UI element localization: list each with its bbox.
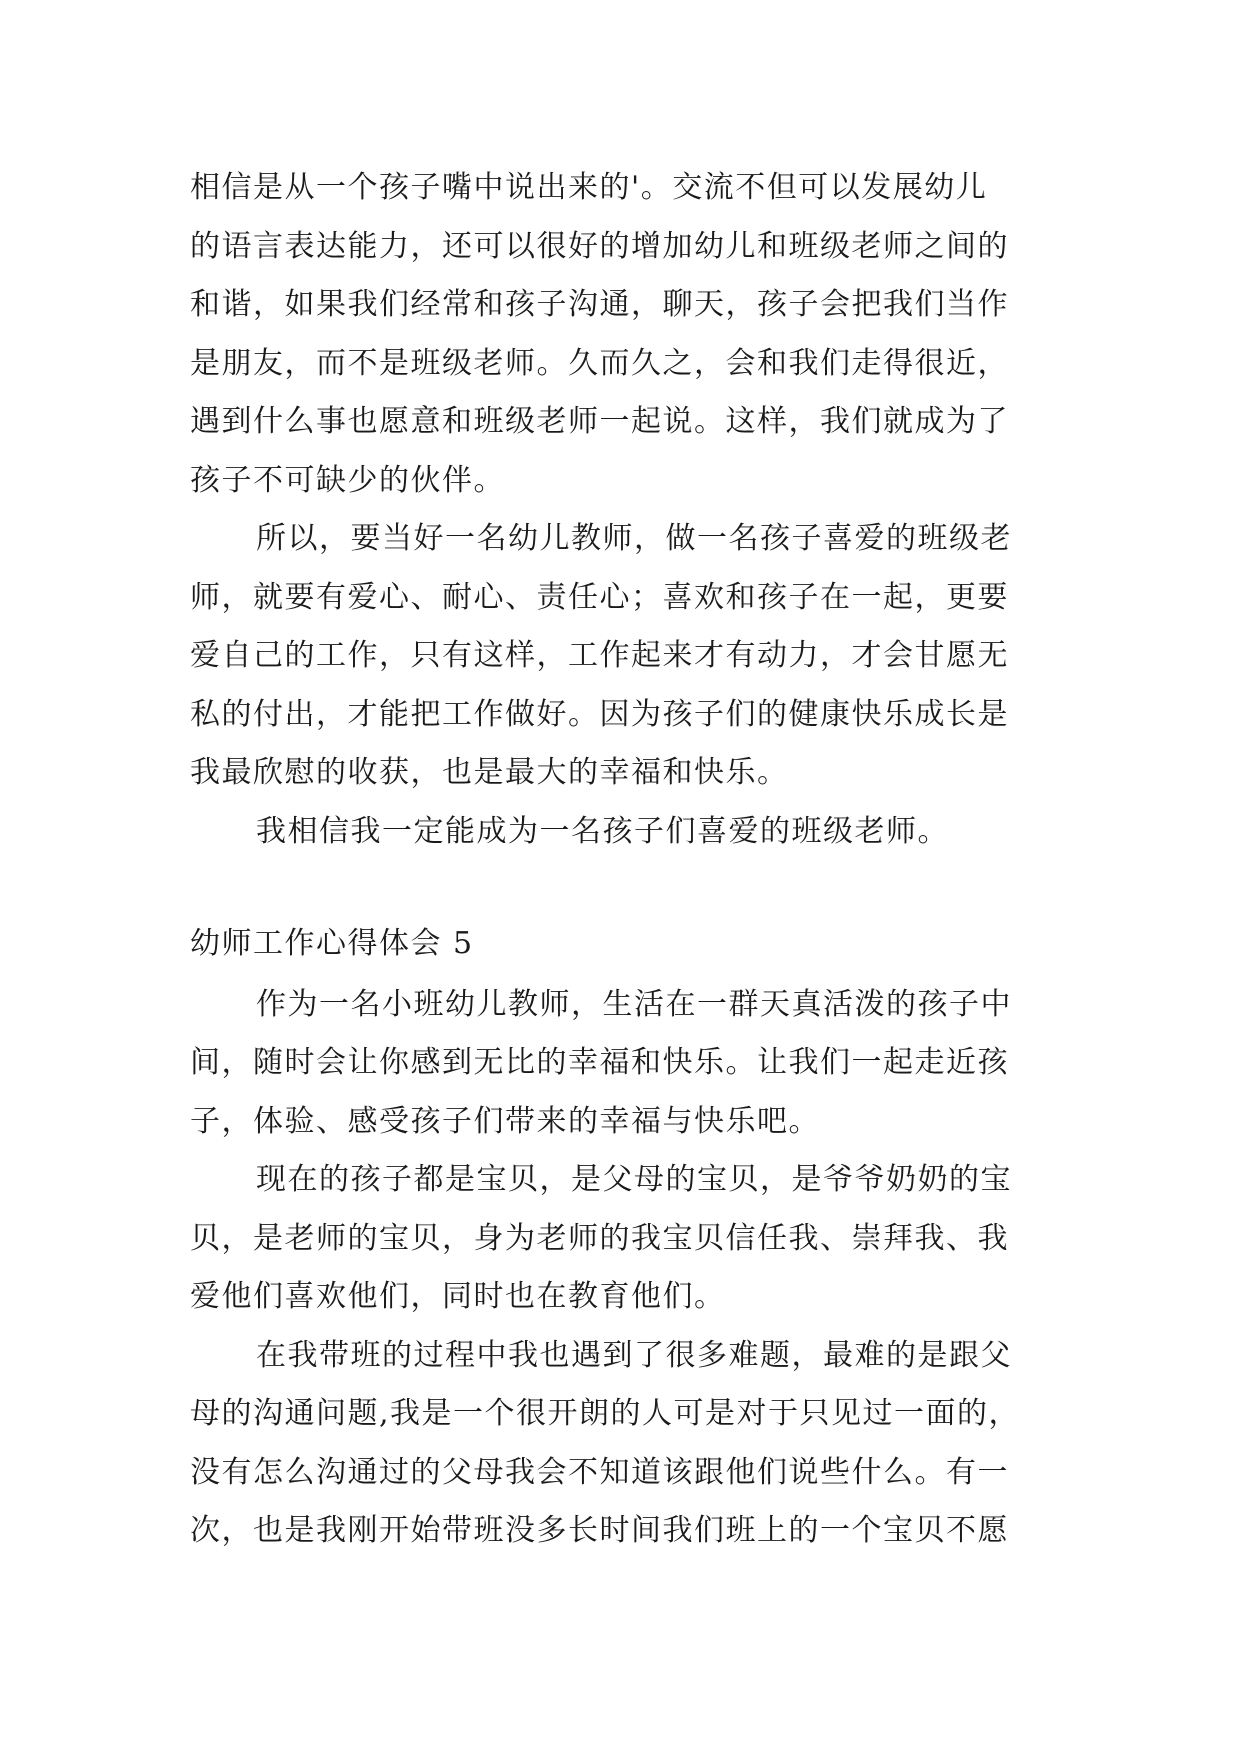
paragraph xyxy=(190,976,1060,1152)
paragraph xyxy=(190,510,1060,803)
paragraph xyxy=(190,803,1060,862)
paragraph xyxy=(190,1151,1060,1327)
text-line: 在我带班的过程中我也遇到了很多难题，最难的是跟父 xyxy=(256,1337,1012,1373)
section-heading: 幼师工作心得体会 5 xyxy=(190,926,474,961)
text-line: 我最欣慰的收获，也是最大的幸福和快乐。 xyxy=(190,755,789,790)
text-line: 和谐，如果我们经常和孩子沟通，聊天，孩子会把我们当作 xyxy=(190,287,1009,322)
text-line: 贝，是老师的宝贝，身为老师的我宝贝信任我、崇拜我、我 xyxy=(190,1220,1009,1256)
text-line: 现在的孩子都是宝贝，是父母的宝贝，是爷爷奶奶的宝 xyxy=(256,1162,1012,1197)
text-line: 相信是从一个孩子嘴中说出来的'。交流不但可以发展幼儿 xyxy=(190,170,988,205)
text-line: 所以，要当好一名幼儿教师，做一名孩子喜爱的班级老 xyxy=(256,521,1012,556)
text-line: 的语言表达能力，还可以很好的增加幼儿和班级老师之间的 xyxy=(190,228,1009,264)
text-line: 母的沟通问题,我是一个很开朗的人可是对于只见过一面的， xyxy=(190,1396,1021,1431)
text-line: 爱自己的工作，只有这样，工作起来才有动力，才会甘愿无 xyxy=(190,638,1009,673)
text-line: 私的付出，才能把工作做好。因为孩子们的健康快乐成长是 xyxy=(190,696,1009,732)
text-line: 师，就要有爱心、耐心、责任心；喜欢和孩子在一起，更要 xyxy=(190,579,1009,615)
paragraph xyxy=(190,159,1060,510)
text-line: 间，随时会让你感到无比的幸福和快乐。让我们一起走近孩 xyxy=(190,1045,1009,1080)
text-line: 爱他们喜欢他们，同时也在教育他们。 xyxy=(190,1279,726,1314)
text-section-top xyxy=(190,159,1060,861)
text-line: 次，也是我刚开始带班没多长时间我们班上的一个宝贝不愿 xyxy=(190,1513,1009,1548)
paragraph xyxy=(190,1327,1060,1561)
text-line: 子，体验、感受孩子们带来的幸福与快乐吧。 xyxy=(190,1103,820,1139)
text-line: 孩子不可缺少的伙伴。 xyxy=(190,462,505,498)
text-line: 是朋友，而不是班级老师。久而久之，会和我们走得很近， xyxy=(190,345,1009,381)
text-line: 我相信我一定能成为一名孩子们喜爱的班级老师。 xyxy=(256,813,949,849)
text-line: 没有怎么沟通过的父母我会不知道该跟他们说些什么。有一 xyxy=(190,1454,1009,1490)
text-section-bottom xyxy=(190,915,1060,1561)
text-line: 作为一名小班幼儿教师，生活在一群天真活泼的孩子中 xyxy=(256,986,1012,1022)
text-line: 遇到什么事也愿意和班级老师一起说。这样，我们就成为了 xyxy=(190,404,1009,439)
